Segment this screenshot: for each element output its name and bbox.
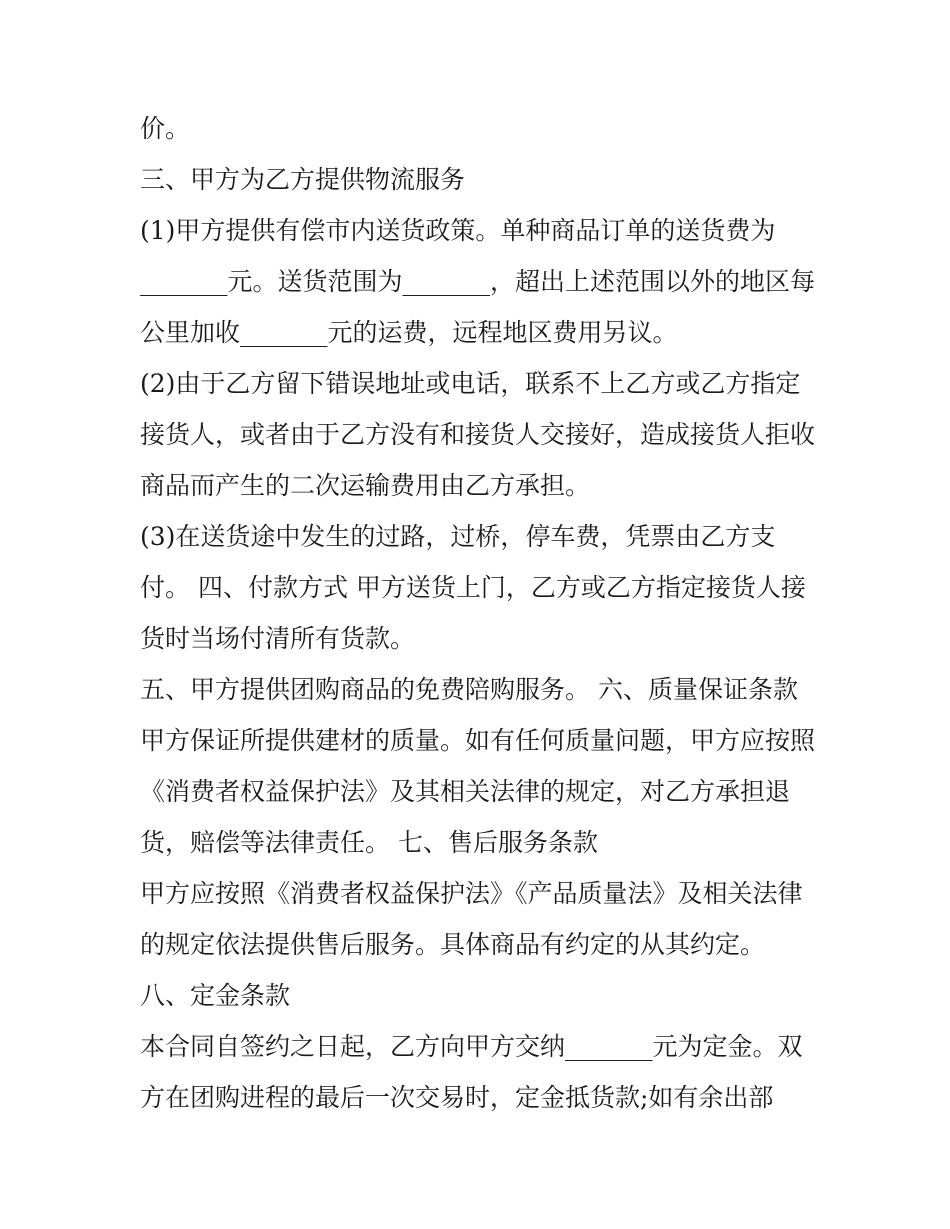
text-line: (3)在送货途中发生的过路，过桥，停车费，凭票由乙方支	[140, 522, 776, 551]
text-line: 接货人，或者由于乙方没有和接货人交接好，造成接货人拒收	[140, 420, 816, 449]
text-line: 《消费者权益保护法》及其相关法律的规定，对乙方承担退	[140, 777, 791, 806]
text-line: 货时当场付清所有货款。	[140, 624, 416, 653]
text-line: (2)由于乙方留下错误地址或电话，联系不上乙方或乙方指定	[140, 369, 801, 398]
text-line: 价。	[140, 114, 191, 143]
text-line: _______元。送货范围为_______，超出上述范围以外的地区每	[140, 267, 816, 296]
text-line: 五、甲方提供团购商品的免费陪购服务。 六、质量保证条款	[140, 675, 798, 704]
section-heading: 三、甲方为乙方提供物流服务	[140, 165, 466, 194]
text-line: 商品而产生的二次运输费用由乙方承担。	[140, 471, 591, 500]
text-line: 本合同自签约之日起，乙方向甲方交纳_______元为定金。双	[140, 1032, 803, 1061]
text-line: 的规定依法提供售后服务。具体商品有约定的从其约定。	[140, 930, 766, 959]
text-line: 方在团购进程的最后一次交易时，定金抵货款;如有余出部	[140, 1083, 774, 1112]
text-line: 甲方保证所提供建材的质量。如有任何质量问题，甲方应按照	[140, 726, 816, 755]
section-heading: 八、定金条款	[140, 981, 291, 1010]
text-line: 货，赔偿等法律责任。 七、售后服务条款	[140, 828, 598, 857]
text-line: 付。 四、付款方式 甲方送货上门，乙方或乙方指定接货人接	[140, 573, 806, 602]
text-line: (1)甲方提供有偿市内送货政策。单种商品订单的送货费为	[140, 216, 776, 245]
text-line: 甲方应按照《消费者权益保护法》《产品质量法》及相关法律	[140, 879, 803, 908]
text-line: 公里加收_______元的运费，远程地区费用另议。	[140, 318, 678, 347]
